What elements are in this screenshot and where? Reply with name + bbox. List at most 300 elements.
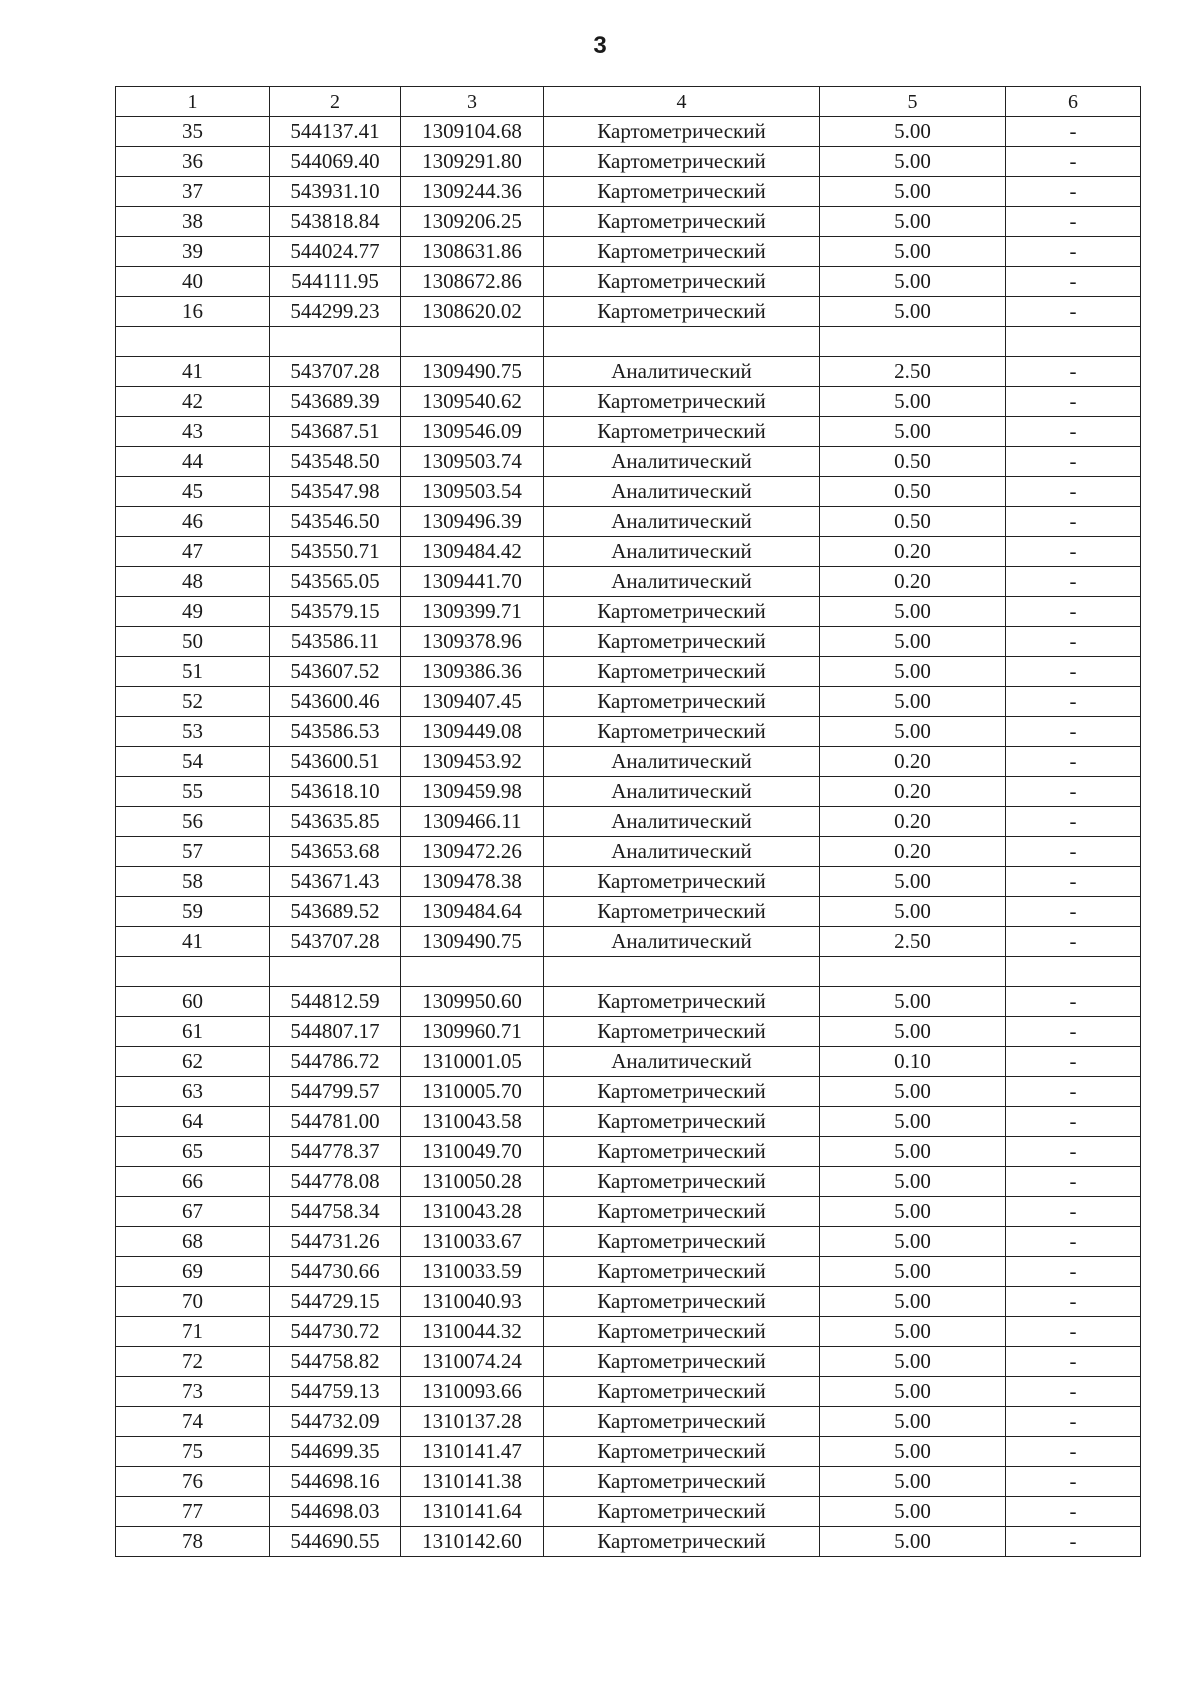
- note-cell: -: [1006, 1497, 1141, 1527]
- note-cell: -: [1006, 117, 1141, 147]
- point-number-cell: 78: [116, 1527, 270, 1557]
- method-cell: Аналитический: [544, 567, 820, 597]
- method-cell: Аналитический: [544, 747, 820, 777]
- method-cell: Картометрический: [544, 1287, 820, 1317]
- accuracy-cell: 0.20: [820, 807, 1006, 837]
- x-coordinate-cell: 544137.41: [270, 117, 401, 147]
- accuracy-cell: 5.00: [820, 1527, 1006, 1557]
- table-body: [116, 117, 1141, 1557]
- note-cell: -: [1006, 777, 1141, 807]
- table-row: [116, 687, 1141, 717]
- accuracy-cell: 5.00: [820, 1377, 1006, 1407]
- x-coordinate-cell: 544807.17: [270, 1017, 401, 1047]
- note-cell: -: [1006, 747, 1141, 777]
- table-row: [116, 1107, 1141, 1137]
- note-cell: -: [1006, 507, 1141, 537]
- point-number-cell: 73: [116, 1377, 270, 1407]
- note-cell: -: [1006, 1227, 1141, 1257]
- table-row: [116, 837, 1141, 867]
- point-number-cell: 40: [116, 267, 270, 297]
- method-cell: Аналитический: [544, 1047, 820, 1077]
- y-coordinate-cell: 1309490.75: [401, 927, 544, 957]
- method-cell: Картометрический: [544, 1137, 820, 1167]
- x-coordinate-cell: 543579.15: [270, 597, 401, 627]
- method-cell: Картометрический: [544, 417, 820, 447]
- method-cell: Картометрический: [544, 897, 820, 927]
- y-coordinate-cell: 1309546.09: [401, 417, 544, 447]
- method-cell: Картометрический: [544, 237, 820, 267]
- table-row: [116, 1527, 1141, 1557]
- y-coordinate-cell: 1310001.05: [401, 1047, 544, 1077]
- y-coordinate-cell: 1310043.28: [401, 1197, 544, 1227]
- accuracy-cell: 5.00: [820, 1227, 1006, 1257]
- accuracy-cell: 5.00: [820, 717, 1006, 747]
- method-cell: Картометрический: [544, 867, 820, 897]
- note-cell: -: [1006, 267, 1141, 297]
- point-number-cell: 43: [116, 417, 270, 447]
- point-number-cell: 36: [116, 147, 270, 177]
- table-row: [116, 237, 1141, 267]
- method-cell: Картометрический: [544, 987, 820, 1017]
- table-row: [116, 267, 1141, 297]
- table-row: [116, 567, 1141, 597]
- y-coordinate-cell: 1309104.68: [401, 117, 544, 147]
- point-number-cell: 61: [116, 1017, 270, 1047]
- point-number-cell: 63: [116, 1077, 270, 1107]
- point-number-cell: 68: [116, 1227, 270, 1257]
- table-row: [116, 597, 1141, 627]
- x-coordinate-cell: 543586.11: [270, 627, 401, 657]
- x-coordinate-cell: 544786.72: [270, 1047, 401, 1077]
- note-cell: -: [1006, 567, 1141, 597]
- x-coordinate-cell: 543547.98: [270, 477, 401, 507]
- note-cell: -: [1006, 927, 1141, 957]
- point-number-cell: 69: [116, 1257, 270, 1287]
- x-coordinate-cell: 543689.52: [270, 897, 401, 927]
- accuracy-cell: [820, 957, 1006, 987]
- table-row: [116, 357, 1141, 387]
- note-cell: -: [1006, 1527, 1141, 1557]
- y-coordinate-cell: 1310033.59: [401, 1257, 544, 1287]
- y-coordinate-cell: 1310141.64: [401, 1497, 544, 1527]
- method-cell: Картометрический: [544, 717, 820, 747]
- note-cell: -: [1006, 717, 1141, 747]
- y-coordinate-cell: 1309399.71: [401, 597, 544, 627]
- table-row: [116, 1437, 1141, 1467]
- accuracy-cell: 5.00: [820, 237, 1006, 267]
- accuracy-cell: 5.00: [820, 1287, 1006, 1317]
- y-coordinate-cell: 1309449.08: [401, 717, 544, 747]
- y-coordinate-cell: 1310005.70: [401, 1077, 544, 1107]
- accuracy-cell: 5.00: [820, 147, 1006, 177]
- y-coordinate-cell: 1309386.36: [401, 657, 544, 687]
- method-cell: Картометрический: [544, 1467, 820, 1497]
- table-row: [116, 1287, 1141, 1317]
- table-row: [116, 1197, 1141, 1227]
- accuracy-cell: 5.00: [820, 1407, 1006, 1437]
- method-cell: Картометрический: [544, 597, 820, 627]
- note-cell: -: [1006, 417, 1141, 447]
- note-cell: -: [1006, 867, 1141, 897]
- table-row: [116, 327, 1141, 357]
- method-cell: Картометрический: [544, 1107, 820, 1137]
- method-cell: Картометрический: [544, 1527, 820, 1557]
- accuracy-cell: 5.00: [820, 417, 1006, 447]
- accuracy-cell: 5.00: [820, 297, 1006, 327]
- accuracy-cell: 0.50: [820, 507, 1006, 537]
- x-coordinate-cell: 544698.16: [270, 1467, 401, 1497]
- accuracy-cell: 5.00: [820, 1257, 1006, 1287]
- point-number-cell: 55: [116, 777, 270, 807]
- method-cell: [544, 327, 820, 357]
- method-cell: Картометрический: [544, 297, 820, 327]
- y-coordinate-cell: 1310049.70: [401, 1137, 544, 1167]
- note-cell: -: [1006, 1257, 1141, 1287]
- x-coordinate-cell: 544778.37: [270, 1137, 401, 1167]
- method-cell: Аналитический: [544, 357, 820, 387]
- note-cell: -: [1006, 357, 1141, 387]
- accuracy-cell: 5.00: [820, 657, 1006, 687]
- method-cell: Аналитический: [544, 837, 820, 867]
- x-coordinate-cell: 543550.71: [270, 537, 401, 567]
- x-coordinate-cell: 544699.35: [270, 1437, 401, 1467]
- accuracy-cell: [820, 327, 1006, 357]
- y-coordinate-cell: 1309503.54: [401, 477, 544, 507]
- x-coordinate-cell: 543707.28: [270, 927, 401, 957]
- note-cell: -: [1006, 687, 1141, 717]
- accuracy-cell: 5.00: [820, 1197, 1006, 1227]
- accuracy-cell: 0.10: [820, 1047, 1006, 1077]
- accuracy-cell: 2.50: [820, 357, 1006, 387]
- method-cell: Картометрический: [544, 627, 820, 657]
- note-cell: -: [1006, 177, 1141, 207]
- y-coordinate-cell: 1309291.80: [401, 147, 544, 177]
- method-cell: Картометрический: [544, 117, 820, 147]
- accuracy-cell: 5.00: [820, 597, 1006, 627]
- note-cell: -: [1006, 1047, 1141, 1077]
- note-cell: -: [1006, 1017, 1141, 1047]
- point-number-cell: 44: [116, 447, 270, 477]
- x-coordinate-cell: 544730.72: [270, 1317, 401, 1347]
- y-coordinate-cell: 1310033.67: [401, 1227, 544, 1257]
- y-coordinate-cell: 1310141.47: [401, 1437, 544, 1467]
- x-coordinate-cell: 544698.03: [270, 1497, 401, 1527]
- table-row: [116, 537, 1141, 567]
- accuracy-cell: 5.00: [820, 1107, 1006, 1137]
- table-row: [116, 297, 1141, 327]
- method-cell: Картометрический: [544, 147, 820, 177]
- x-coordinate-cell: 544799.57: [270, 1077, 401, 1107]
- table-row: [116, 1227, 1141, 1257]
- note-cell: -: [1006, 1437, 1141, 1467]
- table-row: [116, 1317, 1141, 1347]
- table-row: [116, 447, 1141, 477]
- point-number-cell: 57: [116, 837, 270, 867]
- column-header: 6: [1006, 87, 1141, 117]
- note-cell: -: [1006, 987, 1141, 1017]
- table-row: [116, 1167, 1141, 1197]
- accuracy-cell: 5.00: [820, 987, 1006, 1017]
- table-row: [116, 507, 1141, 537]
- point-number-cell: 66: [116, 1167, 270, 1197]
- x-coordinate-cell: 544069.40: [270, 147, 401, 177]
- column-header: 4: [544, 87, 820, 117]
- x-coordinate-cell: 543653.68: [270, 837, 401, 867]
- table-row: [116, 747, 1141, 777]
- point-number-cell: 60: [116, 987, 270, 1017]
- point-number-cell: 37: [116, 177, 270, 207]
- y-coordinate-cell: 1309960.71: [401, 1017, 544, 1047]
- x-coordinate-cell: 544781.00: [270, 1107, 401, 1137]
- note-cell: [1006, 957, 1141, 987]
- table-row: [116, 867, 1141, 897]
- y-coordinate-cell: [401, 957, 544, 987]
- method-cell: Аналитический: [544, 447, 820, 477]
- y-coordinate-cell: 1309378.96: [401, 627, 544, 657]
- point-number-cell: 67: [116, 1197, 270, 1227]
- y-coordinate-cell: 1309244.36: [401, 177, 544, 207]
- x-coordinate-cell: 543600.51: [270, 747, 401, 777]
- accuracy-cell: 0.20: [820, 747, 1006, 777]
- note-cell: -: [1006, 237, 1141, 267]
- point-number-cell: 47: [116, 537, 270, 567]
- method-cell: Картометрический: [544, 387, 820, 417]
- note-cell: -: [1006, 1107, 1141, 1137]
- note-cell: [1006, 327, 1141, 357]
- y-coordinate-cell: [401, 327, 544, 357]
- x-coordinate-cell: 543548.50: [270, 447, 401, 477]
- point-number-cell: 46: [116, 507, 270, 537]
- method-cell: Картометрический: [544, 1017, 820, 1047]
- x-coordinate-cell: 544758.82: [270, 1347, 401, 1377]
- note-cell: -: [1006, 627, 1141, 657]
- table-row: [116, 117, 1141, 147]
- method-cell: Картометрический: [544, 687, 820, 717]
- point-number-cell: 35: [116, 117, 270, 147]
- y-coordinate-cell: 1309540.62: [401, 387, 544, 417]
- method-cell: Картометрический: [544, 207, 820, 237]
- method-cell: Картометрический: [544, 177, 820, 207]
- accuracy-cell: 5.00: [820, 1317, 1006, 1347]
- y-coordinate-cell: 1309206.25: [401, 207, 544, 237]
- y-coordinate-cell: 1308620.02: [401, 297, 544, 327]
- table-row: [116, 1077, 1141, 1107]
- column-header: 2: [270, 87, 401, 117]
- x-coordinate-cell: 544111.95: [270, 267, 401, 297]
- note-cell: -: [1006, 897, 1141, 927]
- method-cell: Картометрический: [544, 1227, 820, 1257]
- point-number-cell: 72: [116, 1347, 270, 1377]
- method-cell: Картометрический: [544, 267, 820, 297]
- point-number-cell: 54: [116, 747, 270, 777]
- y-coordinate-cell: 1308672.86: [401, 267, 544, 297]
- y-coordinate-cell: 1309490.75: [401, 357, 544, 387]
- note-cell: -: [1006, 1167, 1141, 1197]
- table-row: [116, 1377, 1141, 1407]
- method-cell: Картометрический: [544, 1167, 820, 1197]
- note-cell: -: [1006, 1317, 1141, 1347]
- accuracy-cell: 0.50: [820, 477, 1006, 507]
- note-cell: -: [1006, 1467, 1141, 1497]
- point-number-cell: 53: [116, 717, 270, 747]
- table-row: [116, 177, 1141, 207]
- accuracy-cell: 5.00: [820, 897, 1006, 927]
- point-number-cell: 62: [116, 1047, 270, 1077]
- note-cell: -: [1006, 837, 1141, 867]
- note-cell: -: [1006, 807, 1141, 837]
- note-cell: -: [1006, 657, 1141, 687]
- method-cell: Аналитический: [544, 807, 820, 837]
- accuracy-cell: 5.00: [820, 117, 1006, 147]
- note-cell: -: [1006, 207, 1141, 237]
- y-coordinate-cell: 1308631.86: [401, 237, 544, 267]
- y-coordinate-cell: 1310093.66: [401, 1377, 544, 1407]
- table-row: [116, 897, 1141, 927]
- x-coordinate-cell: 543546.50: [270, 507, 401, 537]
- x-coordinate-cell: 543687.51: [270, 417, 401, 447]
- y-coordinate-cell: 1310074.24: [401, 1347, 544, 1377]
- column-header: 3: [401, 87, 544, 117]
- x-coordinate-cell: 544729.15: [270, 1287, 401, 1317]
- page-number: 3: [593, 32, 607, 59]
- y-coordinate-cell: 1309466.11: [401, 807, 544, 837]
- x-coordinate-cell: 544731.26: [270, 1227, 401, 1257]
- note-cell: -: [1006, 297, 1141, 327]
- method-cell: Аналитический: [544, 927, 820, 957]
- note-cell: -: [1006, 477, 1141, 507]
- method-cell: Картометрический: [544, 1347, 820, 1377]
- table-row: [116, 1407, 1141, 1437]
- x-coordinate-cell: 543689.39: [270, 387, 401, 417]
- accuracy-cell: 0.50: [820, 447, 1006, 477]
- y-coordinate-cell: 1309472.26: [401, 837, 544, 867]
- table-row: [116, 717, 1141, 747]
- method-cell: [544, 957, 820, 987]
- table-row: [116, 1347, 1141, 1377]
- accuracy-cell: 0.20: [820, 567, 1006, 597]
- x-coordinate-cell: [270, 957, 401, 987]
- table-row: [116, 207, 1141, 237]
- method-cell: Картометрический: [544, 1407, 820, 1437]
- table-row: [116, 387, 1141, 417]
- table-row: [116, 477, 1141, 507]
- accuracy-cell: 5.00: [820, 267, 1006, 297]
- y-coordinate-cell: 1309459.98: [401, 777, 544, 807]
- y-coordinate-cell: 1309496.39: [401, 507, 544, 537]
- y-coordinate-cell: 1310141.38: [401, 1467, 544, 1497]
- note-cell: -: [1006, 447, 1141, 477]
- table-row: [116, 627, 1141, 657]
- y-coordinate-cell: 1309453.92: [401, 747, 544, 777]
- method-cell: Аналитический: [544, 777, 820, 807]
- table-row: [116, 1017, 1141, 1047]
- table-row: [116, 657, 1141, 687]
- accuracy-cell: 5.00: [820, 1347, 1006, 1377]
- x-coordinate-cell: 544778.08: [270, 1167, 401, 1197]
- table-row: [116, 927, 1141, 957]
- y-coordinate-cell: 1310044.32: [401, 1317, 544, 1347]
- x-coordinate-cell: 543818.84: [270, 207, 401, 237]
- x-coordinate-cell: 544759.13: [270, 1377, 401, 1407]
- point-number-cell: [116, 327, 270, 357]
- method-cell: Картометрический: [544, 657, 820, 687]
- x-coordinate-cell: 543586.53: [270, 717, 401, 747]
- note-cell: -: [1006, 597, 1141, 627]
- x-coordinate-cell: 543618.10: [270, 777, 401, 807]
- accuracy-cell: 5.00: [820, 1497, 1006, 1527]
- note-cell: -: [1006, 387, 1141, 417]
- y-coordinate-cell: 1310043.58: [401, 1107, 544, 1137]
- x-coordinate-cell: 543707.28: [270, 357, 401, 387]
- table-row: [116, 1047, 1141, 1077]
- note-cell: -: [1006, 537, 1141, 567]
- point-number-cell: 45: [116, 477, 270, 507]
- accuracy-cell: 5.00: [820, 1167, 1006, 1197]
- x-coordinate-cell: 544732.09: [270, 1407, 401, 1437]
- point-number-cell: 70: [116, 1287, 270, 1317]
- table-row: [116, 957, 1141, 987]
- method-cell: Аналитический: [544, 507, 820, 537]
- point-number-cell: 52: [116, 687, 270, 717]
- table-row: [116, 1257, 1141, 1287]
- note-cell: -: [1006, 1287, 1141, 1317]
- point-number-cell: 48: [116, 567, 270, 597]
- method-cell: Картометрический: [544, 1257, 820, 1287]
- method-cell: Картометрический: [544, 1197, 820, 1227]
- method-cell: Картометрический: [544, 1077, 820, 1107]
- accuracy-cell: 0.20: [820, 777, 1006, 807]
- point-number-cell: 74: [116, 1407, 270, 1437]
- point-number-cell: 39: [116, 237, 270, 267]
- table-row: [116, 777, 1141, 807]
- x-coordinate-cell: 543635.85: [270, 807, 401, 837]
- note-cell: -: [1006, 1377, 1141, 1407]
- accuracy-cell: 5.00: [820, 1077, 1006, 1107]
- method-cell: Картометрический: [544, 1317, 820, 1347]
- point-number-cell: 65: [116, 1137, 270, 1167]
- point-number-cell: 41: [116, 357, 270, 387]
- point-number-cell: 59: [116, 897, 270, 927]
- y-coordinate-cell: 1309407.45: [401, 687, 544, 717]
- y-coordinate-cell: 1309484.42: [401, 537, 544, 567]
- method-cell: Аналитический: [544, 537, 820, 567]
- point-number-cell: 51: [116, 657, 270, 687]
- x-coordinate-cell: 543931.10: [270, 177, 401, 207]
- y-coordinate-cell: 1309478.38: [401, 867, 544, 897]
- point-number-cell: 56: [116, 807, 270, 837]
- point-number-cell: 16: [116, 297, 270, 327]
- point-number-cell: 38: [116, 207, 270, 237]
- x-coordinate-cell: 543565.05: [270, 567, 401, 597]
- y-coordinate-cell: 1309503.74: [401, 447, 544, 477]
- table-row: [116, 987, 1141, 1017]
- x-coordinate-cell: 544690.55: [270, 1527, 401, 1557]
- point-number-cell: 71: [116, 1317, 270, 1347]
- point-number-cell: [116, 957, 270, 987]
- table-row: [116, 1467, 1141, 1497]
- note-cell: -: [1006, 1347, 1141, 1377]
- table-row: [116, 807, 1141, 837]
- y-coordinate-cell: 1309950.60: [401, 987, 544, 1017]
- accuracy-cell: 5.00: [820, 1467, 1006, 1497]
- x-coordinate-cell: 544812.59: [270, 987, 401, 1017]
- y-coordinate-cell: 1310137.28: [401, 1407, 544, 1437]
- x-coordinate-cell: [270, 327, 401, 357]
- point-number-cell: 49: [116, 597, 270, 627]
- y-coordinate-cell: 1310050.28: [401, 1167, 544, 1197]
- x-coordinate-cell: 544299.23: [270, 297, 401, 327]
- note-cell: -: [1006, 1197, 1141, 1227]
